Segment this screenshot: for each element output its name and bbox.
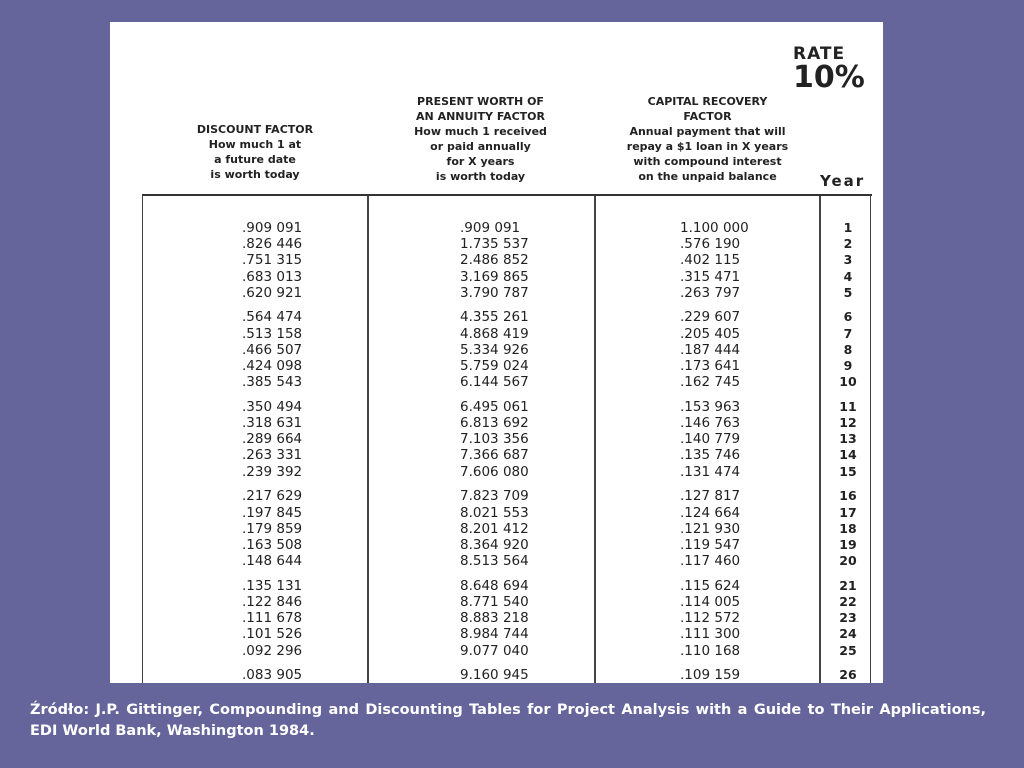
annuity-factor-cell: 6.495 061	[460, 398, 529, 415]
year-cell: 20	[839, 553, 857, 569]
header-capital-recovery	[595, 94, 820, 184]
rate-label: RATE	[793, 44, 846, 64]
annuity-factor-cell: 8.201 412	[460, 520, 529, 537]
table-row	[142, 220, 872, 236]
capital-recovery-cell: .112 572	[680, 610, 741, 627]
table-row	[142, 342, 872, 358]
annuity-factor-cell: 8.364 920	[460, 536, 529, 553]
year-cell: 10	[839, 374, 857, 390]
annuity-factor-cell: 9.077 040	[460, 642, 529, 659]
year-cell: 1	[843, 220, 853, 235]
table-row	[142, 252, 872, 268]
discount-factor-cell: .683 013	[242, 268, 303, 285]
table-row	[142, 464, 872, 480]
header-annuity-title: PRESENT WORTH OF	[417, 95, 544, 108]
table-row	[142, 610, 872, 626]
year-cell: 18	[839, 520, 857, 536]
annuity-factor-cell: 2.486 852	[460, 252, 529, 269]
header-discount-title: DISCOUNT FACTOR	[196, 123, 314, 136]
table-row	[142, 553, 872, 569]
capital-recovery-cell: .146 763	[680, 415, 741, 432]
capital-recovery-cell: 1.100 000	[680, 220, 749, 236]
header-capital-line: with compound interest	[633, 155, 782, 168]
table-row	[142, 358, 872, 374]
annuity-factor-cell: 8.984 744	[460, 626, 529, 643]
table-row	[142, 326, 872, 342]
capital-recovery-cell: .576 190	[680, 236, 741, 253]
annuity-factor-cell: 6.144 567	[460, 374, 529, 391]
table-row	[142, 537, 872, 553]
capital-recovery-cell: .153 963	[680, 398, 741, 415]
source-caption: Źródło: J.P. Gittinger, Compounding and Discounting Tables for Project Analysis with a Guide to Their Applications, EDI World Bank, Washington 1984.	[30, 702, 986, 739]
year-cell: 5	[843, 284, 853, 300]
discount-factor-cell: .197 845	[242, 504, 303, 521]
table-row	[142, 667, 872, 683]
header-capital-line: repay a $1 loan in X years	[626, 140, 789, 153]
year-cell: 25	[839, 642, 857, 658]
year-cell: 19	[839, 536, 857, 552]
table-row	[142, 269, 872, 285]
annuity-factor-cell: 8.513 564	[460, 553, 529, 570]
capital-recovery-cell: .263 797	[680, 284, 741, 301]
annuity-factor-cell: 6.813 692	[460, 415, 529, 432]
annuity-factor-cell: 8.883 218	[460, 610, 529, 627]
annuity-factor-cell: 7.823 709	[460, 488, 529, 505]
table-row	[142, 374, 872, 390]
discount-factor-cell: .217 629	[242, 488, 303, 505]
header-discount-line: How much 1 at	[208, 138, 302, 151]
discount-factor-cell: .350 494	[242, 398, 303, 415]
year-cell: 23	[839, 610, 857, 626]
discount-factor-cell: .163 508	[242, 536, 303, 553]
header-annuity-factor	[373, 94, 588, 184]
capital-recovery-cell: .135 746	[680, 447, 741, 464]
capital-recovery-cell: .127 817	[680, 488, 741, 505]
year-cell: 16	[839, 488, 857, 504]
annuity-factor-cell: 1.735 537	[460, 236, 529, 253]
annuity-factor-cell: 4.355 261	[460, 309, 529, 326]
discount-factor-cell: .101 526	[242, 626, 303, 643]
discount-factor-cell: .263 331	[242, 447, 303, 464]
capital-recovery-cell: .140 779	[680, 431, 741, 448]
capital-recovery-cell: .114 005	[680, 593, 741, 610]
year-cell: 9	[843, 358, 853, 373]
discount-factor-cell: .318 631	[242, 415, 303, 432]
annuity-factor-cell: 3.169 865	[460, 268, 529, 285]
year-cell: 12	[839, 415, 857, 431]
discount-factor-cell: .751 315	[242, 252, 303, 269]
year-cell: 26	[839, 667, 857, 683]
table-row	[142, 285, 872, 301]
capital-recovery-cell: .173 641	[680, 358, 741, 374]
discount-factor-cell: .122 846	[242, 593, 303, 610]
header-discount-factor	[150, 122, 360, 182]
table-row	[142, 578, 872, 594]
table-row	[142, 505, 872, 521]
annuity-factor-cell: 9.160 945	[460, 667, 529, 683]
table-row	[142, 415, 872, 431]
year-cell: 7	[843, 325, 853, 341]
annuity-factor-cell: 7.606 080	[460, 463, 529, 480]
capital-recovery-cell: .315 471	[680, 268, 741, 285]
discount-factor-cell: .239 392	[242, 463, 303, 480]
capital-recovery-cell: .109 159	[680, 667, 741, 683]
year-cell: 3	[843, 252, 853, 268]
year-cell: 8	[843, 341, 853, 357]
year-cell: 21	[839, 577, 857, 593]
year-cell: 24	[839, 626, 857, 642]
capital-recovery-cell: .131 474	[680, 463, 741, 480]
table-row	[142, 309, 872, 325]
year-cell: 14	[839, 447, 857, 463]
discount-factor-cell: .083 905	[242, 667, 303, 683]
year-cell: 22	[839, 593, 857, 609]
header-annuity-line: How much 1 received	[414, 125, 547, 138]
discount-factor-cell: .909 091	[242, 220, 303, 236]
annuity-factor-cell: 4.868 419	[460, 325, 529, 342]
header-capital-title: CAPITAL RECOVERY	[647, 95, 768, 108]
header-capital-line: Annual payment that will	[629, 125, 786, 138]
year-cell: 13	[839, 431, 857, 447]
year-cell: 6	[843, 309, 853, 325]
capital-recovery-cell: .229 607	[680, 309, 741, 326]
table-row	[142, 521, 872, 537]
year-cell: 4	[843, 268, 853, 284]
table-row	[142, 594, 872, 610]
annuity-factor-cell: 3.790 787	[460, 284, 529, 301]
header-annuity-line: for X years	[446, 155, 515, 168]
table-row	[142, 488, 872, 504]
header-discount-line: a future date	[214, 153, 296, 166]
discount-factor-cell: .092 296	[242, 642, 303, 659]
table-frame	[142, 194, 872, 683]
annuity-factor-cell: 7.103 356	[460, 431, 529, 448]
discount-factor-cell: .385 543	[242, 374, 303, 391]
annuity-factor-cell: 8.648 694	[460, 577, 529, 594]
capital-recovery-cell: .121 930	[680, 520, 741, 537]
annuity-factor-cell: 8.021 553	[460, 504, 529, 521]
capital-recovery-cell: .205 405	[680, 325, 741, 342]
year-cell: 15	[839, 463, 857, 479]
year-cell: 17	[839, 504, 857, 520]
discount-factor-cell: .424 098	[242, 358, 303, 374]
header-discount-line: is worth today	[210, 168, 300, 181]
table-row	[142, 431, 872, 447]
table-row	[142, 643, 872, 659]
discount-factor-cell: .466 507	[242, 341, 303, 358]
annuity-factor-cell: 7.366 687	[460, 447, 529, 464]
table-row	[142, 236, 872, 252]
scanned-table-page	[110, 22, 883, 683]
table-body	[142, 220, 872, 683]
discount-factor-cell: .620 921	[242, 284, 303, 301]
annuity-factor-cell: 5.334 926	[460, 341, 529, 358]
discount-factor-cell: .289 664	[242, 431, 303, 448]
table-row	[142, 399, 872, 415]
discount-factor-cell: .564 474	[242, 309, 303, 326]
rate-value: 10%	[793, 60, 865, 95]
header-capital-line: on the unpaid balance	[638, 170, 777, 183]
discount-factor-cell: .135 131	[242, 577, 303, 594]
year-cell: 11	[839, 398, 857, 414]
header-annuity-line: is worth today	[435, 170, 526, 183]
year-cell: 2	[843, 236, 853, 252]
discount-factor-cell: .148 644	[242, 553, 303, 570]
capital-recovery-cell: .162 745	[680, 374, 741, 391]
discount-factor-cell: .111 678	[242, 610, 303, 627]
discount-factor-cell: .179 859	[242, 520, 303, 537]
table-row	[142, 626, 872, 642]
capital-recovery-cell: .115 624	[680, 577, 741, 594]
header-annuity-line: or paid annually	[430, 140, 531, 153]
capital-recovery-cell: .187 444	[680, 341, 741, 358]
annuity-factor-cell: 5.759 024	[460, 358, 529, 374]
header-year: Year	[820, 172, 866, 190]
capital-recovery-cell: .117 460	[680, 553, 741, 570]
capital-recovery-cell: .119 547	[680, 536, 741, 553]
discount-factor-cell: .826 446	[242, 236, 303, 253]
capital-recovery-cell: .402 115	[680, 252, 741, 269]
capital-recovery-cell: .124 664	[680, 504, 741, 521]
capital-recovery-cell: .111 300	[680, 626, 741, 643]
header-capital-title: FACTOR	[683, 110, 732, 123]
discount-factor-cell: .513 158	[242, 325, 303, 342]
table-row	[142, 447, 872, 463]
capital-recovery-cell: .110 168	[680, 642, 741, 659]
annuity-factor-cell: .909 091	[460, 220, 521, 236]
header-annuity-title: AN ANNUITY FACTOR	[416, 110, 545, 123]
annuity-factor-cell: 8.771 540	[460, 593, 529, 610]
